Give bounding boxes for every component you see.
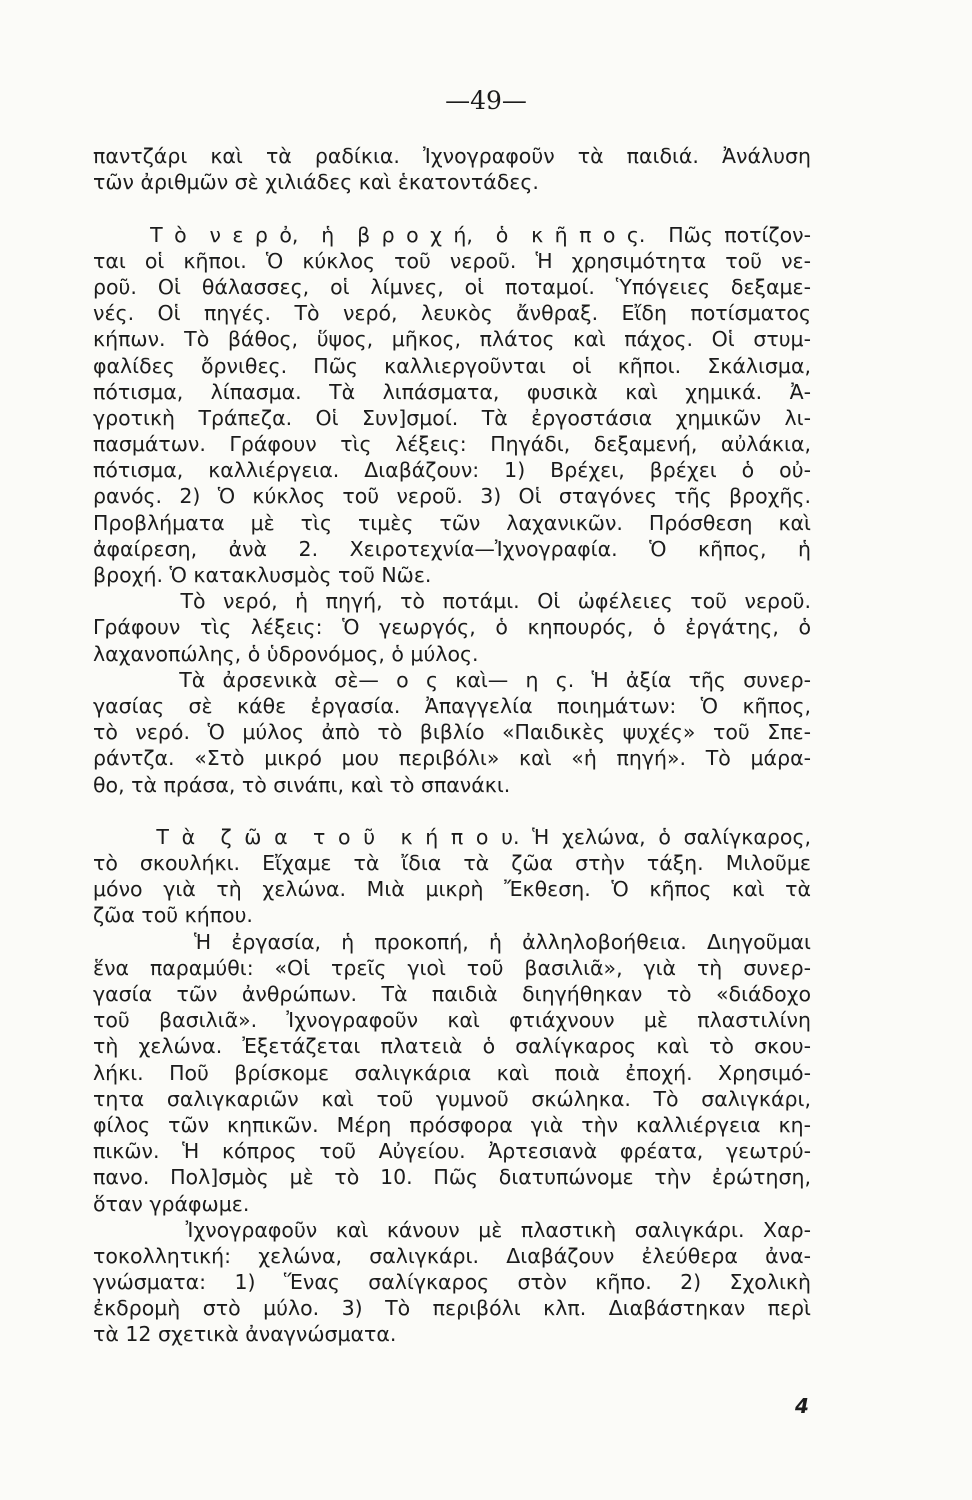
text-line — [93, 195, 811, 221]
text-line: Τὸ νερό, ἡ πηγή, τὸ ποτάμι. Οἱ ὠφέλειες τοῦ νεροῦ. — [93, 589, 811, 614]
text-line: κήπων. Τὸ βάθος, ὕψος, μῆκος, πλάτος καὶ πάχος. Οἱ στυμ- — [93, 327, 811, 352]
text-line: Τ ὰ ζ ῶ α τ ο ῦ κ ή π ο υ. Ἡ χελώνα, ὁ σαλίγκαρος, — [93, 824, 811, 849]
text-line: τὸ σκουλήκι. Εἴχαμε τὰ ἴδια τὰ ζῶα στὴν τάξη. Μιλοῦμε — [93, 851, 811, 876]
text-line: ὅταν γράφωμε. — [93, 1191, 250, 1216]
text-line: λαχανοπώλης, ὁ ὑδρονόμος, ὁ μύλος. — [93, 641, 479, 666]
text-line: Ἰχνογραφοῦν καὶ κάνουν μὲ πλαστικὴ σαλιγκάρι. Χαρ- — [93, 1217, 811, 1242]
text-line: Τ ὸ ν ε ρ ὀ, ἡ β ρ ο χ ή, ὁ κ ῆ π ο ς. Πῶς ποτίζον- — [93, 222, 811, 247]
text-line: ράντζα. «Στὸ μικρό μου περιβόλι» καὶ «ἡ πηγή». Τὸ μάρα- — [93, 746, 811, 771]
text-line: φαλίδες ὄρνιθες. Πῶς καλλιεργοῦνται οἱ κῆποι. Σκάλισμα, — [93, 353, 811, 378]
text-line: νές. Οἱ πηγές. Τὸ νερό, λευκὸς ἄνθραξ. Εἴδη ποτίσματος — [93, 301, 811, 326]
text-line: τοῦ βασιλιᾶ». Ἰχνογραφοῦν καὶ φτιάχνουν μὲ πλαστιλίνη — [93, 1008, 811, 1033]
text-line: βροχή. Ὁ κατακλυσμὸς τοῦ Νῶε. — [93, 563, 432, 587]
text-line: Ἡ ἐργασία, ἡ προκοπή, ἡ ἀλληλοβοήθεια. Διηγοῦμαι — [93, 929, 811, 954]
text-line: ζῶα τοῦ κήπου. — [93, 903, 253, 928]
text-line: ἀφαίρεση, ἀνὰ 2. Χειροτεχνία—Ἰχνογραφία. Ὁ κῆπος, ἡ — [93, 536, 811, 561]
text-line: ἕνα παραμύθι: «Οἱ τρεῖς γιοὶ τοῦ βασιλιᾶ», γιὰ τὴ συνερ- — [93, 955, 811, 980]
text-line: Προβλήματα μὲ τὶς τιμὲς τῶν λαχανικῶν. Πρόσθεση καὶ — [93, 510, 811, 535]
text-line: λήκι. Ποῦ βρίσκομε σαλιγκάρια καὶ ποιὰ ἐποχή. Χρησιμό- — [93, 1060, 811, 1085]
text-line: Γράφουν τὶς λέξεις: Ὁ γεωργός, ὁ κηπουρός, ὁ ἐργάτης, ὁ — [93, 615, 811, 640]
text-line: πότισμα, λίπασμα. Τὰ λιπάσματα, φυσικὰ καὶ χημικά. Ἀ- — [93, 379, 811, 404]
text-line: παντζάρι καὶ τὰ ραδίκια. Ἰχνογραφοῦν τὰ παιδιά. Ἀνάλυση — [93, 144, 811, 168]
printer-signature-mark: 4 — [795, 1394, 809, 1418]
text-line: πότισμα, καλλιέργεια. Διαβάζουν: 1) Βρέχει, βρέχει ὁ οὐ- — [93, 458, 811, 483]
text-line: πανο. Πολ]σμὸς μὲ τὸ 10. Πῶς διατυπώνομε τὴν ἐρώτηση, — [93, 1165, 811, 1190]
text-line: τὰ 12 σχετικὰ ἀναγνώσματα. — [93, 1322, 397, 1347]
text-line: τοκολλητική: χελώνα, σαλιγκάρι. Διαβάζουν ἐλεύθερα ἀνα- — [93, 1243, 811, 1268]
text-line: τητα σαλιγκαριῶν καὶ τοῦ γυμνοῦ σκώληκα. Τὸ σαλιγκάρι, — [93, 1086, 811, 1111]
text-line: Τὰ ἀρσενικὰ σὲ— ο ς καὶ— η ς. Ἡ ἀξία τῆς συνερ- — [93, 667, 811, 692]
text-line: ρανός. 2) Ὁ κύκλος τοῦ νεροῦ. 3) Οἱ σταγόνες τῆς βροχῆς. — [93, 484, 811, 509]
text-line: τῶν ἀριθμῶν σὲ χιλιάδες καὶ ἑκατοντάδες. — [93, 170, 539, 195]
text-line: τὸ νερό. Ὁ μύλος ἀπὸ τὸ βιβλίο «Παιδικὲς ψυχές» τοῦ Σπε- — [93, 720, 811, 745]
text-line: πασμάτων. Γράφουν τὶς λέξεις: Πηγάδι, δεξαμενή, αὐλάκια, — [93, 432, 811, 457]
text-line: γασίας σὲ κάθε ἐργασία. Ἀπαγγελία ποιημάτων: Ὁ κῆπος, — [93, 693, 811, 718]
text-line: γροτικὴ Τράπεζα. Οἱ Συν]σμοί. Τὰ ἐργοστάσια χημικῶν λι- — [93, 405, 811, 430]
text-line: γνώσματα: 1) Ἕνας σαλίγκαρος στὸν κῆπο. 2) Σχολικὴ — [93, 1270, 811, 1295]
page-number: —49— — [445, 86, 527, 115]
text-line: ροῦ. Οἱ θάλασσες, οἱ λίμνες, οἱ ποταμοί. Ὑπόγειες δεξαμε- — [93, 274, 811, 299]
body-text — [93, 143, 811, 1348]
text-line: γασία τῶν ἀνθρώπων. Τὰ παιδιὰ διηγήθηκαν τὸ «διάδοχο — [93, 982, 811, 1006]
text-line: πικῶν. Ἡ κόπρος τοῦ Αὐγείου. Ἀρτεσιανὰ φρέατα, γεωτρύ- — [93, 1139, 811, 1164]
text-line: τὴ χελώνα. Ἐξετάζεται πλατειὰ ὁ σαλίγκαρος καὶ τὸ σκου- — [93, 1034, 811, 1059]
text-line: θο, τὰ πράσα, τὸ σινάπι, καὶ τὸ σπανάκι. — [93, 772, 511, 797]
text-line: μόνο γιὰ τὴ χελώνα. Μιὰ μικρὴ Ἔκθεση. Ὁ κῆπος καὶ τὰ — [93, 877, 811, 902]
text-line: φίλος τῶν κηπικῶν. Μέρη πρόσφορα γιὰ τὴν καλλιέργεια κη- — [93, 1112, 811, 1137]
text-line — [93, 798, 811, 824]
text-line: ἐκδρομὴ στὸ μύλο. 3) Τὸ περιβόλι κλπ. Διαβάστηκαν περὶ — [93, 1296, 811, 1321]
text-line: ται οἱ κῆποι. Ὁ κύκλος τοῦ νεροῦ. Ἡ χρησιμότητα τοῦ νε- — [93, 248, 811, 273]
